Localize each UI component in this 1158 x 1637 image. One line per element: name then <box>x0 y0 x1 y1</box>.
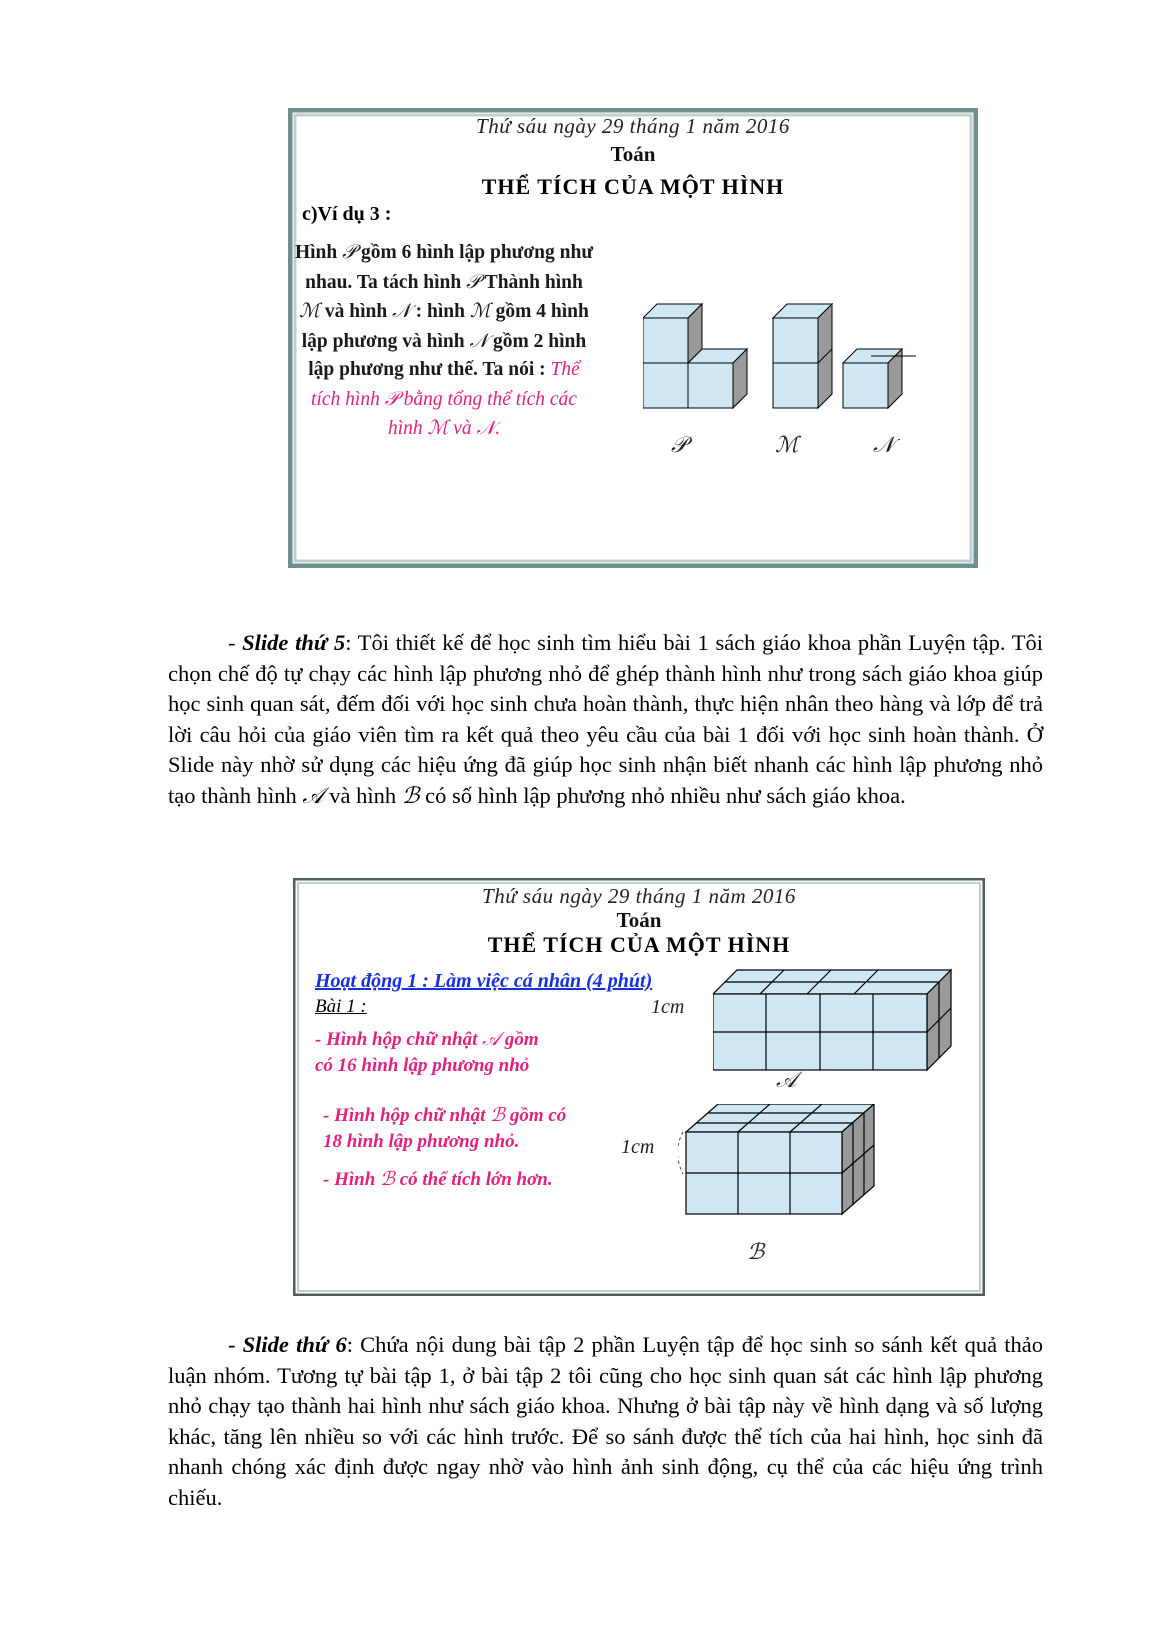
activity-title: Hoạt động 1 : Làm việc cá nhân (4 phút) <box>315 970 653 992</box>
cube <box>643 318 688 363</box>
figure-p-cubes <box>643 304 747 408</box>
slide-5-lead: Slide thứ 5 <box>242 630 346 655</box>
slide-example-3 <box>288 108 978 568</box>
box-b-cubes <box>678 1104 878 1234</box>
example-text: Hình 𝒫 gồm 6 hình lập phương như nhau. Ta tách hình 𝒫 Thành hình ℳ và hình 𝒩 : hình ℳ gồm 4 hình lập phương và hình 𝒩 gồm 2 hình lập phương như thế. Ta nói : Thể tích hình 𝒫 bằng tổng thể tích các hình ℳ và 𝒩. <box>294 240 594 439</box>
conclusion-text: Thể tích hình 𝒫 bằng tổng thể tích các hình ℳ và 𝒩. <box>311 359 580 439</box>
slide-exercise-1 <box>293 878 985 1296</box>
paragraph-slide-6: - Slide thứ 6: Chứa nội dung bài tập 2 phần Luyện tập để học sinh so sánh kết quả thảo luận nhóm. Tương tự bài tập 1, ở bài tập 2 tôi cũng cho học sinh quan sát các hình lập phương nhỏ chạy tạo thành hai hình như sách giáo khoa. Nhưng ở bài tập này về hình dạng và số lượng khác, tăng lên nhiều so với các hình trước. Để so sánh được thể tích của hai hình, học sinh đã nhanh chóng xác định được ngay nhờ vào hình ảnh sinh động, cụ thể của các hiệu ứng trình chiếu. <box>168 1332 1043 1510</box>
label-figure-m: ℳ <box>775 433 799 458</box>
item-figure-b: - Hình hộp chữ nhật ℬ gồm có 18 hình lập phương nhỏ. <box>323 1104 567 1152</box>
label-figure-p: 𝒫 <box>671 433 687 458</box>
cube-figures-pmn <box>643 293 983 433</box>
label-box-b: ℬ <box>747 1240 765 1265</box>
cube <box>688 363 733 408</box>
paragraph-slide-5: - Slide thứ 5: Tôi thiết kế để học sinh tìm hiểu bài 1 sách giáo khoa phần Luyện tập. Tôi chọn chế độ tự chạy các hình lập phương nhỏ để ghép thành hình như trong sách giáo khoa giúp học sinh quan sát, đếm đối với học sinh chưa hoàn thành, thực hiện nhân theo hàng và lớp để trả lời câu hỏi của giáo viên tìm ra kết quả theo yêu cầu của bài 1 đối với học sinh hoàn thành. Ở Slide này nhờ sử dụng các hiệu ứng đã giúp học sinh nhận biết nhanh các hình lập phương nhỏ tạo thành hình 𝒜 và hình ℬ có số hình lập phương nhỏ nhiều như sách giáo khoa. <box>168 630 1043 809</box>
figure-m-cubes <box>773 304 832 408</box>
item-conclusion: - Hình ℬ có thể tích lớn hơn. <box>323 1168 553 1190</box>
box-a-cubes <box>713 966 973 1084</box>
slide-6-lead: Slide thứ 6 <box>242 1332 347 1357</box>
cube <box>773 318 818 363</box>
cube <box>843 363 888 408</box>
label-box-a: 𝒜 <box>776 1068 797 1093</box>
slide-date: Thứ sáu ngày 29 tháng 1 năm 2016 <box>476 114 790 138</box>
example-label: c)Ví dụ 3 : <box>302 203 392 225</box>
slide-title: THỂ TÍCH CỦA MỘT HÌNH <box>481 174 785 199</box>
slide-subject: Toán <box>616 908 662 932</box>
cm-label-b: 1cm <box>621 1136 655 1158</box>
cube <box>773 363 818 408</box>
cube <box>643 363 688 408</box>
item-figure-a: - Hình hộp chữ nhật 𝒜 gồm có 16 hình lập phương nhỏ <box>315 1028 539 1076</box>
slide-subject: Toán <box>610 142 656 166</box>
slide-title: THỂ TÍCH CỦA MỘT HÌNH <box>487 932 791 957</box>
cm-label-a: 1cm <box>651 996 685 1018</box>
figure-n-cubes <box>843 349 916 408</box>
slide-date: Thứ sáu ngày 29 tháng 1 năm 2016 <box>482 884 796 908</box>
label-figure-n: 𝒩 <box>873 433 895 458</box>
lesson-label: Bài 1 : <box>315 996 367 1017</box>
